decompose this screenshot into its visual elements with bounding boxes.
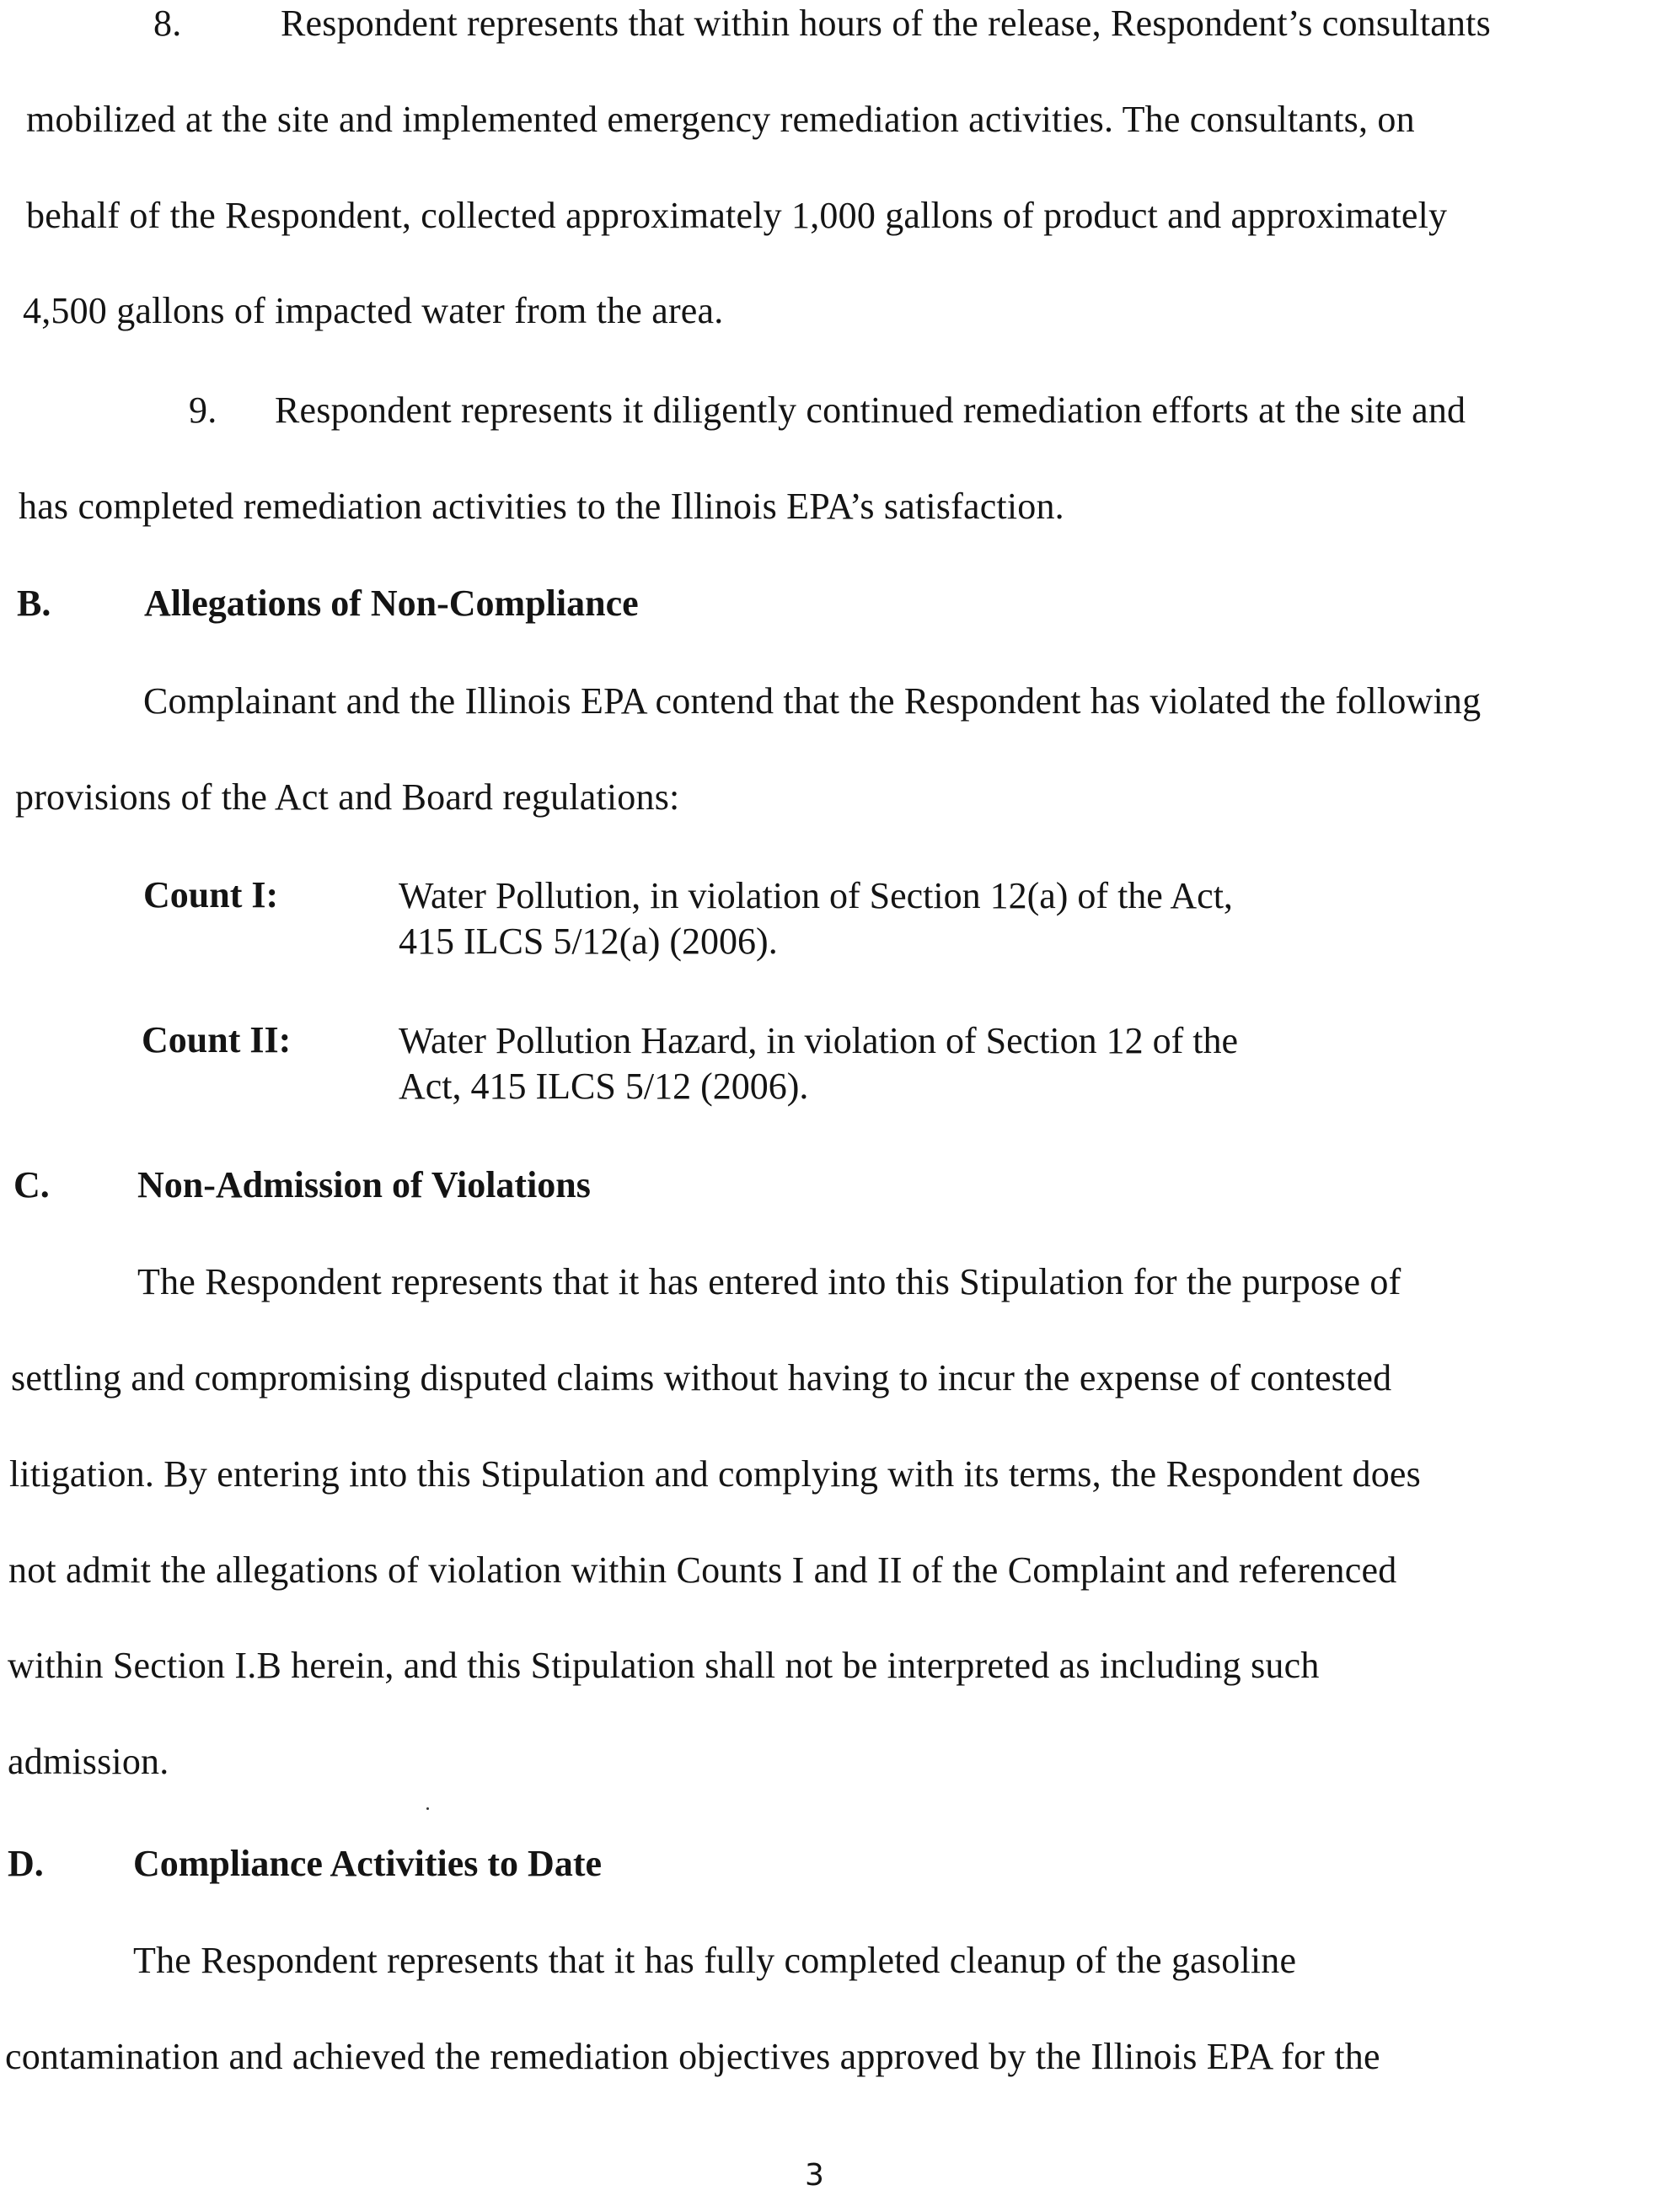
paragraph-line: litigation. By entering into this Stipulation and complying with its terms, the Respondent does — [9, 1453, 1421, 1495]
paragraph-line: Respondent represents that within hours of the release, Respondent’s consultants — [281, 3, 1491, 44]
paragraph-line: The Respondent represents that it has entered into this Stipulation for the purpose of — [137, 1261, 1401, 1302]
stray-mark — [426, 1807, 429, 1810]
page-number: 3 — [805, 2158, 824, 2193]
count-description: 415 ILCS 5/12(a) (2006). — [399, 921, 778, 962]
count-description: Act, 415 ILCS 5/12 (2006). — [399, 1066, 809, 1107]
count-description: Water Pollution Hazard, in violation of Section 12 of the — [399, 1020, 1239, 1061]
paragraph-line: Complainant and the Illinois EPA contend that the Respondent has violated the following — [143, 680, 1482, 722]
paragraph-line: has completed remediation activities to the Illinois EPA’s satisfaction. — [19, 486, 1064, 527]
paragraph-line: settling and compromising disputed claims without having to incur the expense of contested — [11, 1357, 1392, 1399]
count-label: Count II: — [142, 1019, 292, 1060]
count-label: Count I: — [143, 874, 279, 915]
paragraph-line: 4,500 gallons of impacted water from the area. — [23, 290, 724, 331]
paragraph-line: provisions of the Act and Board regulations: — [15, 776, 680, 818]
paragraph-line: contamination and achieved the remediation objectives approved by the Illinois EPA for the — [5, 2036, 1380, 2077]
section-title: Allegations of Non-Compliance — [144, 583, 639, 624]
paragraph-line: mobilized at the site and implemented emergency remediation activities. The consultants, on — [26, 99, 1415, 140]
section-title: Compliance Activities to Date — [133, 1843, 602, 1884]
paragraph-line: Respondent represents it diligently continued remediation efforts at the site and — [275, 389, 1466, 431]
section-letter: C. — [13, 1164, 50, 1205]
section-title: Non-Admission of Violations — [137, 1164, 591, 1205]
paragraph-line: behalf of the Respondent, collected approximately 1,000 gallons of product and approximately — [26, 195, 1448, 236]
paragraph-line: admission. — [8, 1741, 169, 1782]
paragraph-line: not admit the allegations of violation within Counts I and II of the Complaint and referenced — [8, 1549, 1397, 1591]
paragraph-line: within Section I.B herein, and this Stipulation shall not be interpreted as including such — [8, 1645, 1320, 1686]
section-letter: B. — [17, 583, 51, 624]
count-description: Water Pollution, in violation of Section 12(a) of the Act, — [399, 875, 1233, 916]
paragraph-line: The Respondent represents that it has fully completed cleanup of the gasoline — [133, 1940, 1297, 1981]
paragraph-number: 8. — [153, 3, 182, 44]
section-letter: D. — [8, 1843, 44, 1884]
paragraph-number: 9. — [189, 389, 217, 431]
